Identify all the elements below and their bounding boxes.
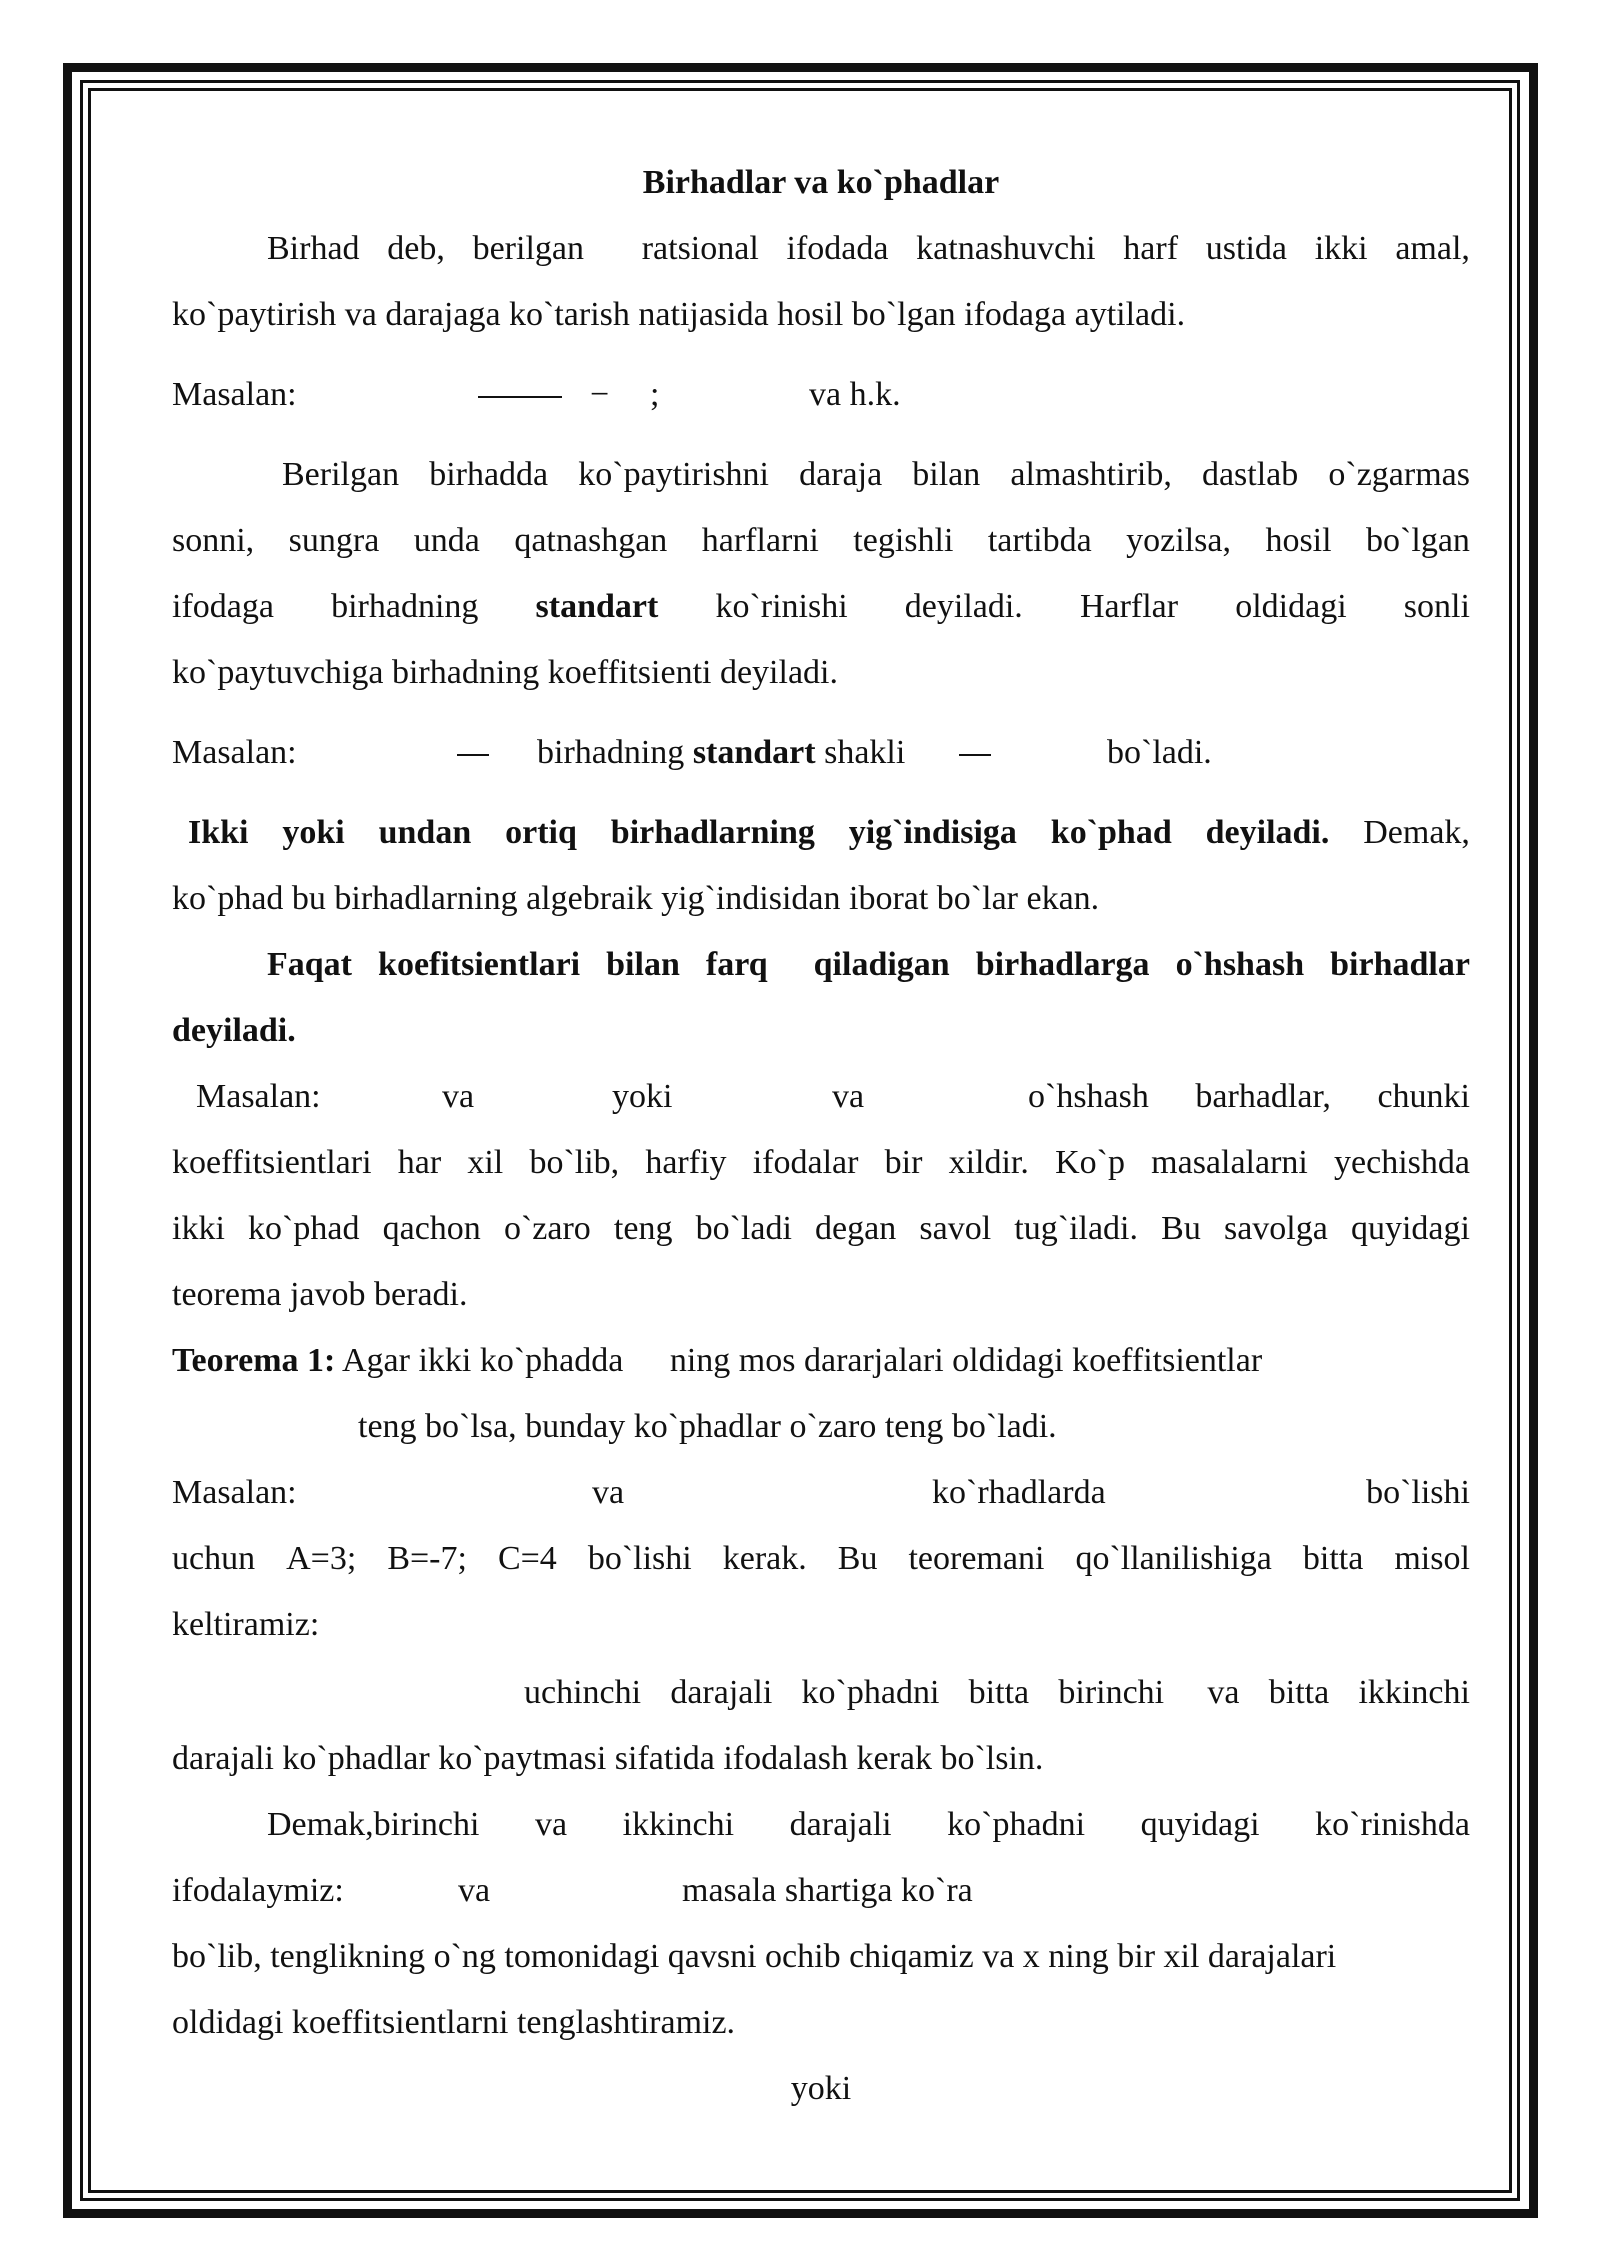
word: B=-7;	[387, 1540, 467, 1577]
word: ko`rhadlarda	[932, 1474, 1106, 1511]
word: birhadlarning	[610, 814, 815, 851]
term-kophad: ko`phad	[1050, 814, 1172, 851]
minus-sign: −	[590, 376, 610, 413]
word: uchinchi	[524, 1674, 642, 1711]
example-label: Masalan:	[172, 376, 297, 413]
paragraph-line	[172, 508, 1470, 574]
theorem-line: teng bo`lsa, bunday ko`phadlar o`zaro teng bo`ladi.	[358, 1408, 1057, 1445]
word: bilan	[606, 946, 680, 983]
fraction-bar	[478, 362, 562, 428]
word: savol	[919, 1210, 992, 1247]
theorem-line	[172, 1328, 1470, 1394]
word: tegishli	[853, 522, 954, 559]
word: misol	[1394, 1540, 1470, 1577]
word: birhadlarga	[975, 946, 1150, 983]
word: ratsional	[641, 230, 759, 267]
word: ko`rinishi	[715, 588, 848, 625]
word: sungra	[288, 522, 380, 559]
word: bitta	[1268, 1674, 1330, 1711]
word: va	[1207, 1674, 1240, 1711]
word: quyidagi	[1140, 1806, 1260, 1843]
paragraph-line	[172, 1196, 1470, 1262]
word: koeffitsientlari	[172, 1144, 372, 1181]
word: yozilsa,	[1126, 522, 1231, 559]
word: yoki	[282, 814, 345, 851]
word: Demak,	[1363, 814, 1470, 851]
word: va	[832, 1078, 865, 1115]
final-word: yoki	[790, 2070, 852, 2107]
word: sonli	[1403, 588, 1470, 625]
word: harf	[1123, 230, 1179, 267]
word: yig`indisiga	[848, 814, 1017, 851]
word: uchun	[172, 1540, 256, 1577]
word: bo`lishi	[1366, 1474, 1470, 1511]
word: ikki	[1314, 230, 1368, 267]
word: darajali	[789, 1806, 892, 1843]
word: masalalarni	[1151, 1144, 1308, 1181]
word: o`hshash	[1175, 946, 1305, 983]
word: Birhad	[267, 230, 360, 267]
etc-text: va h.k.	[809, 376, 901, 413]
word: darajali	[670, 1674, 773, 1711]
term-standart: standart	[535, 588, 659, 625]
example-text	[1028, 1064, 1470, 1130]
theorem-label: Teorema 1:	[172, 1342, 336, 1379]
word: degan	[815, 1210, 897, 1247]
example-line	[172, 1064, 1470, 1130]
word: bir	[884, 1144, 923, 1181]
example-label: Masalan:	[172, 1474, 297, 1511]
text: shakli	[815, 734, 906, 771]
word: ikkinchi	[1358, 1674, 1470, 1711]
word: va	[592, 1474, 625, 1511]
word: ko`paytirishni	[578, 456, 770, 493]
example-line	[172, 362, 1470, 428]
word: ortiq	[505, 814, 577, 851]
word: ifodada	[786, 230, 889, 267]
example-label: Masalan:	[172, 734, 297, 771]
word: teng	[613, 1210, 673, 1247]
paragraph-line	[172, 216, 1470, 282]
paragraph-line	[172, 574, 1470, 640]
word: birinchi	[1058, 1674, 1165, 1711]
word: Ikki	[188, 814, 249, 851]
word: bo`ladi	[695, 1210, 792, 1247]
paragraph-line: keltiramiz:	[172, 1606, 320, 1643]
definition-line: deyiladi.	[172, 1012, 296, 1049]
word: quyidagi	[1350, 1210, 1470, 1247]
fraction-bar	[959, 720, 991, 786]
word: o`hshash	[1028, 1078, 1149, 1115]
paragraph-line	[172, 442, 1470, 508]
word: bitta	[968, 1674, 1030, 1711]
word: yechishda	[1334, 1144, 1470, 1181]
word: ko`rinishda	[1315, 1806, 1470, 1843]
word: harfiy	[645, 1144, 727, 1181]
paragraph-line: teorema javob beradi.	[172, 1276, 468, 1313]
word: deb,	[387, 230, 445, 267]
paragraph-line: ko`paytuvchiga birhadning koeffitsienti deyiladi.	[172, 654, 838, 691]
paragraph-line	[172, 1130, 1470, 1196]
word: ustida	[1205, 230, 1287, 267]
word: unda	[413, 522, 480, 559]
word: o`zgarmas	[1328, 456, 1470, 493]
definition-line	[172, 800, 1470, 866]
word: tartibda	[987, 522, 1092, 559]
word: yoki	[612, 1078, 673, 1115]
word: katnashuvchi	[916, 230, 1096, 267]
word: Demak,birinchi	[267, 1806, 480, 1843]
paragraph-line: bo`lib, tenglikning o`ng tomonidagi qavsni ochib chiqamiz va x ning bir xil darajalari	[172, 1938, 1337, 1975]
word: tug`iladi.	[1014, 1210, 1138, 1247]
definition-line: ko`phad bu birhadlarning algebraik yig`indisidan iborat bo`lar ekan.	[172, 880, 1100, 917]
word: bilan	[912, 456, 981, 493]
word: Ko`p	[1055, 1144, 1125, 1181]
word: Bu	[837, 1540, 878, 1577]
word: ifodalar	[752, 1144, 859, 1181]
word: masala shartiga ko`ra	[682, 1872, 973, 1909]
word: dastlab	[1201, 456, 1299, 493]
word: deyiladi.	[1205, 814, 1330, 851]
word: ko`phad	[248, 1210, 360, 1247]
example-text	[537, 720, 905, 786]
word: harflarni	[701, 522, 819, 559]
word: Berilgan	[282, 456, 400, 493]
word: qatnashgan	[514, 522, 668, 559]
word: C=4	[497, 1540, 557, 1577]
paragraph-line	[172, 1526, 1470, 1592]
word: kerak.	[722, 1540, 807, 1577]
word: bo`lib,	[529, 1144, 620, 1181]
fraction-bar	[457, 720, 489, 786]
word: bo`lgan	[1366, 522, 1470, 559]
word: ikkinchi	[622, 1806, 735, 1843]
word: har	[397, 1144, 442, 1181]
paragraph-line	[172, 1858, 1470, 1924]
word: teoremani	[908, 1540, 1045, 1577]
word: va	[458, 1872, 491, 1909]
word: sonni,	[172, 522, 255, 559]
word: ifodaga	[172, 588, 274, 625]
word: savolga	[1223, 1210, 1328, 1247]
paragraph-line: ko`paytirish va darajaga ko`tarish natijasida hosil bo`lgan ifodaga aytiladi.	[172, 296, 1186, 333]
word: daraja	[799, 456, 883, 493]
word: chunki	[1377, 1078, 1470, 1115]
word: Bu	[1161, 1210, 1201, 1247]
paragraph-line: oldidagi koeffitsientlarni tenglashtiramiz.	[172, 2004, 736, 2041]
word: birhadda	[429, 456, 549, 493]
word: Harflar	[1079, 588, 1179, 625]
word: va	[442, 1078, 475, 1115]
definition-line	[172, 932, 1470, 998]
word: va	[535, 1806, 568, 1843]
example-label: Masalan:	[196, 1078, 321, 1115]
word: xil	[467, 1144, 504, 1181]
word: qachon	[382, 1210, 481, 1247]
example-end: bo`ladi.	[1107, 734, 1212, 771]
word: ifodalaymiz:	[172, 1872, 344, 1909]
text: birhadning	[537, 734, 693, 771]
theorem-text: Agar ikki ko`phadda	[341, 1342, 624, 1379]
word: amal,	[1395, 230, 1470, 267]
word: koefitsientlari	[378, 946, 581, 983]
term-standart: standart	[692, 734, 816, 771]
word: qo`llanilishiga	[1075, 1540, 1272, 1577]
paragraph-line: darajali ko`phadlar ko`paytmasi sifatida ifodalash kerak bo`lsin.	[172, 1740, 1044, 1777]
document-body	[172, 150, 1470, 2122]
word: bitta	[1302, 1540, 1364, 1577]
word: ko`phadni	[947, 1806, 1086, 1843]
word: o`zaro	[503, 1210, 591, 1247]
word: almashtirib,	[1010, 456, 1172, 493]
word: barhadlar,	[1195, 1078, 1331, 1115]
word: hosil	[1265, 522, 1332, 559]
word: bo`lishi	[587, 1540, 692, 1577]
paragraph-line	[172, 1792, 1470, 1858]
word: birhadning	[331, 588, 479, 625]
theorem-text: ning mos dararjalari oldidagi koeffitsientlar	[669, 1342, 1263, 1379]
semicolon: ;	[650, 376, 660, 413]
word: birhadlar	[1330, 946, 1470, 983]
example-line	[172, 720, 1470, 786]
document-title: Birhadlar va ko`phadlar	[642, 164, 1000, 201]
word: oldidagi	[1235, 588, 1347, 625]
word: xildir.	[948, 1144, 1029, 1181]
word: qiladigan	[813, 946, 950, 983]
word: ikki	[172, 1210, 225, 1247]
word: A=3;	[286, 1540, 357, 1577]
word: farq	[705, 946, 768, 983]
word: berilgan	[472, 230, 584, 267]
word: Faqat	[267, 946, 352, 983]
word: ko`phadni	[801, 1674, 940, 1711]
word: deyiladi.	[904, 588, 1023, 625]
paragraph-line	[172, 1660, 1470, 1726]
example-line	[172, 1460, 1470, 1526]
word: undan	[378, 814, 472, 851]
